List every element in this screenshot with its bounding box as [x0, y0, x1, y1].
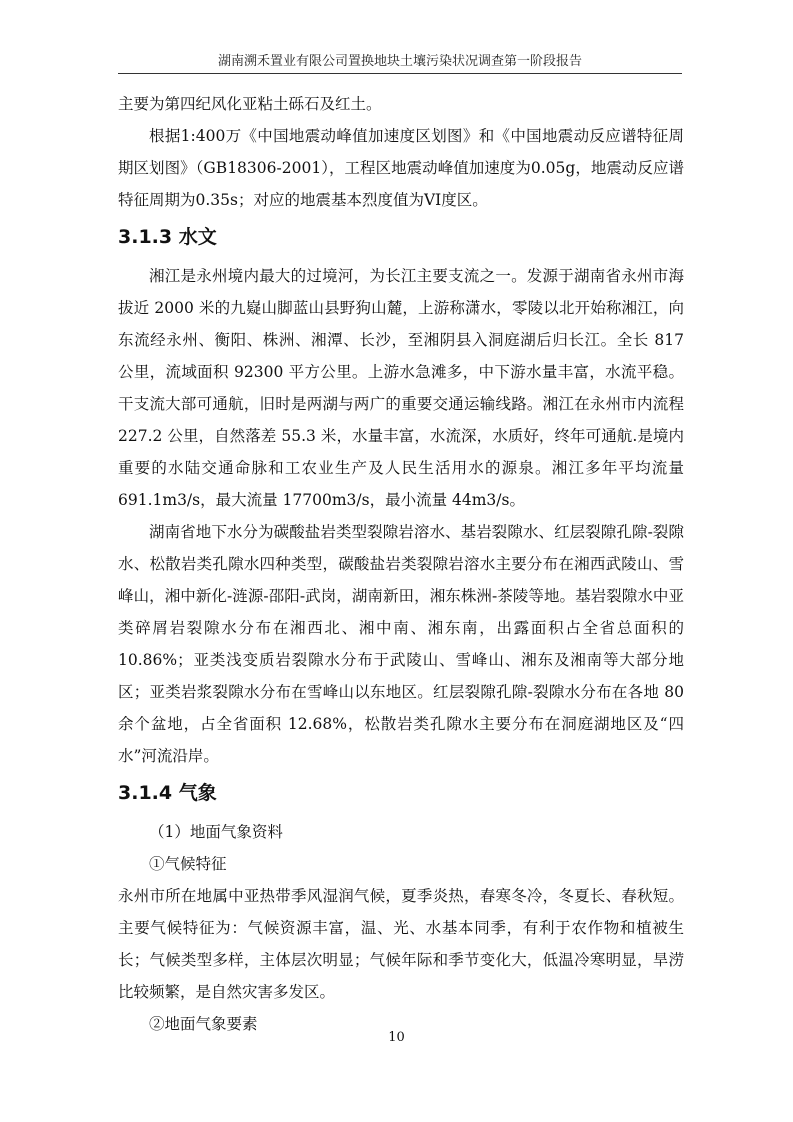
paragraph: 根据1:400万《中国地震动峰值加速度区划图》和《中国地震动反应谱特征周期区划图》（GB18306-2001），工程区地震动峰值加速度为0.05g，地震动反应谱特征周期为0.35s；对应的地震基本烈度值为VI度区。 — [118, 127, 684, 209]
page-number: 10 — [388, 1030, 405, 1045]
page-content — [118, 88, 684, 1040]
paragraph: 湘江是永州境内最大的过境河，为长江主要支流之一。发源于湖南省永州市海拔近 2000 米的九嶷山脚蓝山县野狗山麓，上游称潇水，零陵以北开始称湘江，向东流经永州、衡阳、株洲、湘潭、长沙，至湘阴县入洞庭湖后归长江。全长 817 公里，流域面积 92300 平方公里。上游水急滩多，中下游水量丰富，水流平稳。干支流大部可通航，旧时是两湖与两广的重要交通运输线路。湘江在永州市内流程 227.2 公里，自然落差 55.3 米，水量丰富，水流深，水质好，终年可通航.是境内重要的水陆交通命脉和工农业生产及人民生活用水的源泉。湘江多年平均流量 691.1m3/s，最大流量 17700m3/s，最小流量 44m3/s。 — [118, 267, 684, 509]
header-divider — [118, 73, 682, 74]
subheading-surface-meteorology: （1）地面气象资料 — [149, 823, 283, 841]
section-heading-hydrology: 3.1.3 水文 — [118, 226, 217, 248]
section-heading-meteorology: 3.1.4 气象 — [118, 782, 217, 804]
running-header: 湖南溯禾置业有限公司置换地块土壤污染状况调查第一阶段报告 — [217, 54, 582, 69]
paragraph: 永州市所在地属中亚热带季风湿润气候，夏季炎热，春寒冬冷，冬夏长、春秋短。主要气候特征为：气候资源丰富，温、光、水基本同季，有利于农作物和植被生长；气候类型多样，主体层次明显；气候年际和季节变化大，低温冷寒明显，旱涝比较频繁，是自然灾害多发区。 — [118, 887, 684, 1001]
item-climate-features: ①气候特征 — [149, 855, 227, 873]
item-surface-elements: ②地面气象要素 — [149, 1015, 258, 1033]
paragraph: 主要为第四纪风化亚粘土砾石及红土。 — [118, 95, 382, 113]
paragraph: 湖南省地下水分为碳酸盐岩类型裂隙岩溶水、基岩裂隙水、红层裂隙孔隙-裂隙水、松散岩类孔隙水四种类型，碳酸盐岩类裂隙岩溶水主要分布在湘西武陵山、雪峰山，湘中新化-涟源-邵阳-武岗，湖南新田，湘东株洲-茶陵等地。基岩裂隙水中亚类碎屑岩裂隙水分布在湘西北、湘中南、湘东南，出露面积占全省总面积的 10.86%；亚类浅变质岩裂隙水分布于武陵山、雪峰山、湘东及湘南等大部分地区；亚类岩浆裂隙水分布在雪峰山以东地区。红层裂隙孔隙-裂隙水分布在各地 80 余个盆地，占全省面积 12.68%，松散岩类孔隙水主要分布在洞庭湖地区及“四水”河流沿岸。 — [118, 523, 684, 765]
